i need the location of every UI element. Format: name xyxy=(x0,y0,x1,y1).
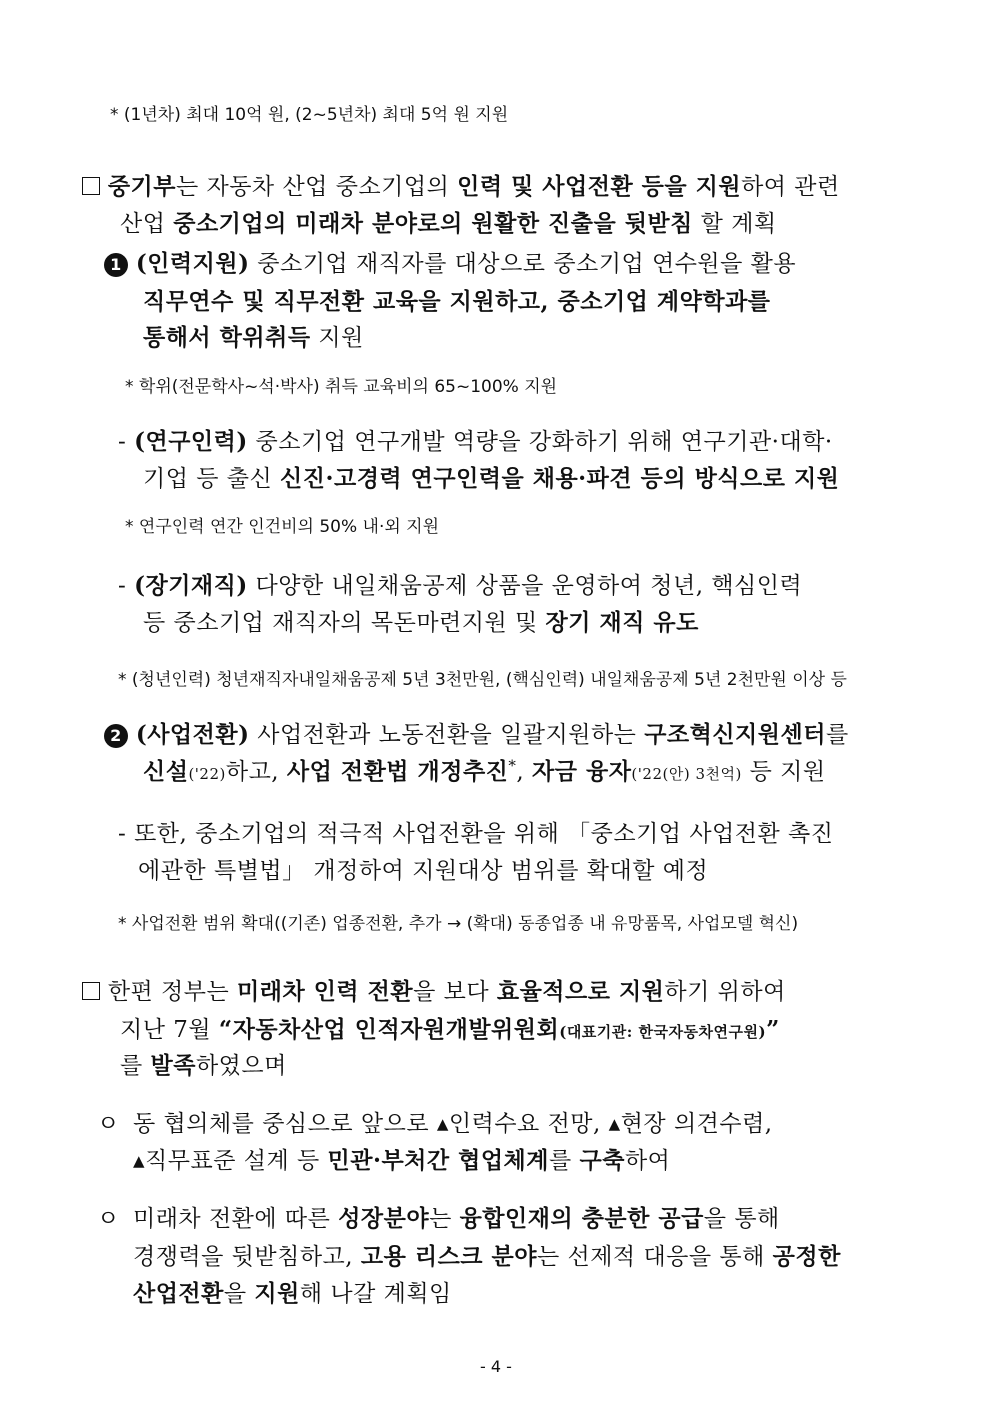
emphasis-text: 중기부 xyxy=(107,173,176,200)
item-1-line-2: 직무연수 및 직무전환 교육을 지원하고, 중소기업 계약학과를 xyxy=(143,288,771,315)
bullet-1-line-2: ▴직무표준 설계 등 민관·부처간 협업체계를 구축하여 xyxy=(133,1147,671,1174)
paragraph-1-line-2: 산업 중소기업의 미래차 분야로의 원활한 진출을 뒷받침 할 계획 xyxy=(120,210,777,237)
sub-2-line-2: 등 중소기업 재직자의 목돈마련지원 및 장기 재직 유도 xyxy=(143,609,699,636)
paragraph-2-line-3: 를 발족하였으며 xyxy=(120,1052,287,1079)
note-funding-limit: * (1년차) 최대 10억 원, (2~5년차) 최대 5억 원 지원 xyxy=(110,105,509,125)
item-1-line-3: 통해서 학위취득 지원 xyxy=(143,324,364,351)
paragraph-2-line-1: 한편 정부는 미래차 인력 전환을 보다 효율적으로 지원하기 위하여 xyxy=(82,973,786,1006)
checkbox-square-icon xyxy=(82,177,100,195)
sub-2-line-1: - (장기재직) 다양한 내일채움공제 상품을 운영하여 청년, 핵심인력 xyxy=(118,572,803,599)
item-2-line-2: 신설('22)하고, 사업 전환법 개정추진*, 자금 융자('22(안) 3천억) 등 지원 xyxy=(143,756,826,785)
sub-3-line-2: 에관한 특별법」 개정하여 지원대상 범위를 확대할 예정 xyxy=(138,858,709,884)
note-tomorrow-fund: * (청년인력) 청년재직자내일채움공제 5년 3천만원, (핵심인력) 내일채움공제 5년 2천만원 이상 등 xyxy=(118,670,847,690)
emphasis-text: 인력 및 사업전환 등을 지원 xyxy=(457,173,742,200)
note-research-labor: * 연구인력 연간 인건비의 50% 내·외 지원 xyxy=(125,517,440,537)
number-2-icon: 2 xyxy=(104,724,128,748)
item-heading: (사업전환) xyxy=(135,721,250,748)
sub-1-line-2: 기업 등 출신 신진·고경력 연구인력을 채용·파견 등의 방식으로 지원 xyxy=(143,465,840,492)
bullet-2-line-1: ㅇ 미래차 전환에 따른 성장분야는 융합인재의 충분한 공급을 통해 xyxy=(97,1200,780,1233)
bullet-1-line-1: ㅇ 동 협의체를 중심으로 앞으로 ▴인력수요 전망, ▴현장 의견수렴, xyxy=(97,1105,773,1138)
item-2-line-1: 2 (사업전환) 사업전환과 노동전환을 일괄지원하는 구조혁신지원센터를 xyxy=(104,716,849,749)
circle-bullet-icon: ㅇ xyxy=(97,1206,120,1232)
paragraph-1-line-1: 중기부는 자동차 산업 중소기업의 인력 및 사업전환 등을 지원하여 관련 xyxy=(82,168,840,201)
bullet-2-line-3: 산업전환을 지원해 나갈 계획임 xyxy=(133,1280,452,1307)
note-degree-support: * 학위(전문학사~석·박사) 취득 교육비의 65~100% 지원 xyxy=(125,377,558,397)
checkbox-square-icon xyxy=(82,982,100,1000)
number-1-icon: 1 xyxy=(104,253,128,277)
emphasis-text: 중소기업의 미래차 분야로의 원활한 진출을 뒷받침 xyxy=(173,210,693,237)
item-heading: (인력지원) xyxy=(135,250,250,277)
circle-bullet-icon: ㅇ xyxy=(97,1111,120,1137)
paragraph-2-line-2: 지난 7월 “자동차산업 인적자원개발위원회(대표기관: 한국자동차연구원)” xyxy=(120,1016,780,1043)
sub-3-line-1: - 또한, 중소기업의 적극적 사업전환을 위해 「중소기업 사업전환 촉진 xyxy=(118,821,834,847)
page-number: - 4 - xyxy=(480,1357,512,1376)
note-business-scope: * 사업전환 범위 확대((기존) 업종전환, 추가 → (확대) 동종업종 내 유망품목, 사업모델 혁신) xyxy=(118,914,799,934)
sub-1-line-1: - (연구인력) 중소기업 연구개발 역량을 강화하기 위해 연구기관·대학· xyxy=(118,428,833,455)
item-1-line-1: 1 (인력지원) 중소기업 재직자를 대상으로 중소기업 연수원을 활용 xyxy=(104,245,796,278)
bullet-2-line-2: 경쟁력을 뒷받침하고, 고용 리스크 분야는 선제적 대응을 통해 공정한 xyxy=(133,1243,841,1270)
